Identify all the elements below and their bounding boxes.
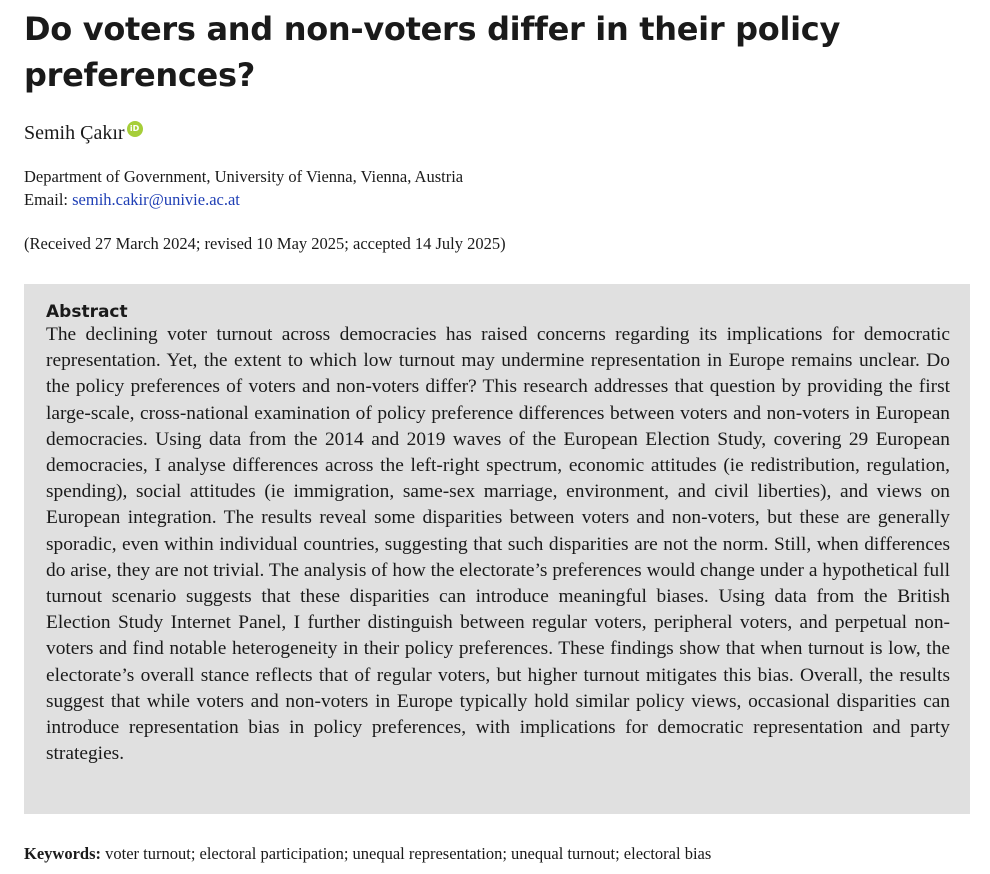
author-line (24, 120, 143, 146)
author-name[interactable]: Semih Çakır (24, 122, 125, 144)
email-link[interactable]: semih.cakir@univie.ac.at (72, 190, 240, 209)
keywords-line (24, 843, 711, 865)
affiliation: Department of Government, University of Vienna, Vienna, Austria (24, 167, 464, 186)
keywords-text: voter turnout; electoral participation; unequal representation; unequal turnout; electoral bias (105, 844, 712, 863)
email-label: Email: (24, 190, 68, 209)
affiliation-block (24, 165, 463, 211)
abstract-text: The declining voter turnout across democracies has raised concerns regarding its implications for democratic representation. Yet, the extent to which low turnout may undermine representation in Europe remains unclear. Do the policy preferences of voters and non-voters differ? This research addresses that question by providing the first large-scale, cross-national examination of policy preference differences between voters and non-voters in European democracies. Using data from the 2014 and 2019 waves of the European Election Study, covering 29 European democracies, I analyse differences across the left-right spectrum, economic attitudes (ie redistribution, regulation, spending), social attitudes (ie immigration, same-sex marriage, environment, and civil liberties), and views on European integration. The results reveal some disparities between voters and non-voters, but these are generally sporadic, even within individual countries, suggesting that such disparities are not the norm. Still, when differences do arise, they are not trivial. The analysis of how the electorate’s preferences would change under a hypothetical full turnout scenario suggests that these disparities can introduce meaningful biases. Using data from the British Election Study Internet Panel, I further distinguish between regular voters, peripheral voters, and perpetual non-voters and find notable heterogeneity in their policy preferences. These findings show that when turnout is low, the electorate’s overall stance reflects that of regular voters, but higher turnout mitigates this bias. Overall, the results suggest that while voters and non-voters in Europe typically hold similar policy views, occasional disparities can introduce representation bias in policy preferences, with implications for democratic representation and party strategies. (46, 324, 950, 765)
orcid-icon[interactable]: iD (127, 121, 143, 137)
keywords-label: Keywords: (24, 844, 101, 863)
article-title: Do voters and non-voters differ in their policy preferences? (24, 10, 841, 94)
abstract-box (24, 284, 970, 814)
received-dates: (Received 27 March 2024; revised 10 May 2025; accepted 14 July 2025) (24, 234, 506, 253)
abstract-heading: Abstract (46, 302, 128, 322)
email-line (24, 188, 463, 211)
